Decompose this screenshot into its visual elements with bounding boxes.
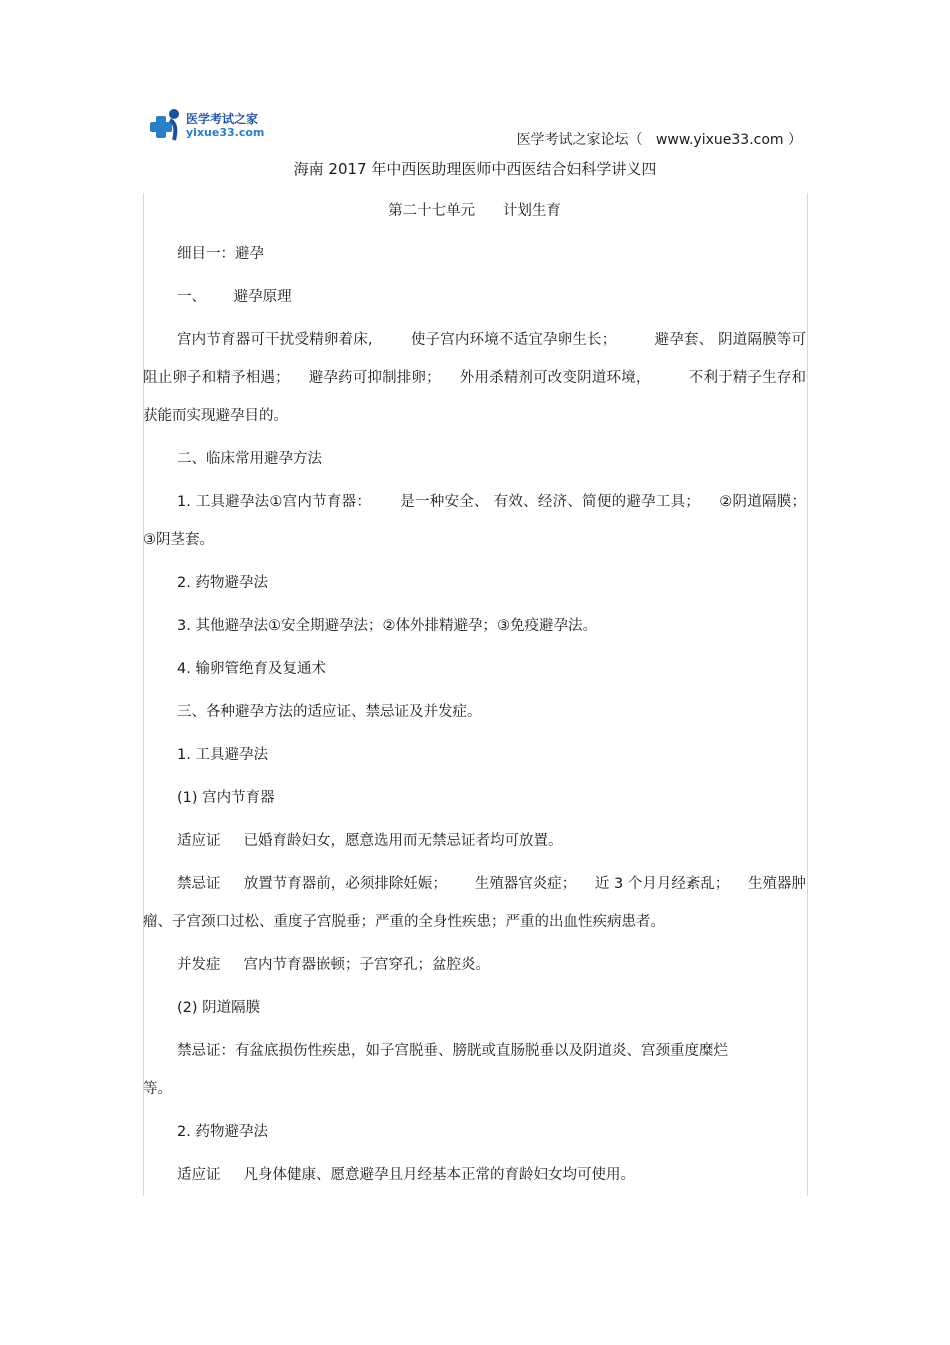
paragraph: 禁忌证 放置节育器前，必须排除妊娠； 生殖器官炎症； 近 3 个月月经紊乱； 生殖器肿瘤、子宫颈口过松、重度子宫脱垂；严重的全身性疾患；严重的出血性疾病患者。 <box>143 876 806 930</box>
forum-header: 医学考试之家论坛（ www.yixue33.com ） <box>516 132 802 148</box>
paragraph: 4. 输卵管绝育及复通术 <box>177 661 326 677</box>
paragraph: 细目一：避孕 <box>177 246 264 262</box>
paragraph: 适应证 已婚育龄妇女，愿意选用而无禁忌证者均可放置。 <box>177 833 563 849</box>
unit-title: 第二十七单元 计划生育 <box>388 203 561 219</box>
paragraph: (1) 宫内节育器 <box>177 790 275 806</box>
logo-cn-text: 医学考试之家 <box>186 112 259 126</box>
paragraph: 三、各种避孕方法的适应证、禁忌证及并发症。 <box>177 704 482 720</box>
document-title: 海南 2017 年中西医助理医师中西医结合妇科学讲义四 <box>293 160 657 178</box>
paragraph: 1. 工具避孕法①宫内节育器： 是一种安全、 有效、经济、简便的避孕工具； ②阴道隔膜；③阴茎套。 <box>143 494 806 548</box>
paragraph: (2) 阴道隔膜 <box>177 1000 261 1016</box>
paragraph: 禁忌证：有盆底损伤性疾患，如子宫脱垂、膀胱或直肠脱垂以及阴道炎、宫颈重度糜烂 <box>177 1043 728 1059</box>
paragraph: 2. 药物避孕法 <box>177 1124 268 1140</box>
paragraph: 3. 其他避孕法①安全期避孕法；②体外排精避孕；③免疫避孕法。 <box>177 618 597 634</box>
logo-en-text: yixue33.com <box>186 126 265 139</box>
paragraph: 2. 药物避孕法 <box>177 575 268 591</box>
paragraph: 一、 避孕原理 <box>177 289 292 305</box>
content-body <box>143 193 806 1194</box>
paragraph: 1. 工具避孕法 <box>177 747 268 763</box>
paragraph: 二、临床常用避孕方法 <box>177 451 322 467</box>
paragraph: 并发症 宫内节育器嵌顿；子宫穿孔；盆腔炎。 <box>177 957 491 973</box>
paragraph: 宫内节育器可干扰受精卵着床, 使子宫内环境不适宜孕卵生长； 避孕套、 阴道隔膜等可阻止卵子和精予相遇； 避孕药可抑制排卵； 外用杀精剂可改变阴道环境， 不利于精子生存和获能而实现避孕目的。 <box>143 332 806 424</box>
paragraph: 适应证 凡身体健康、愿意避孕且月经基本正常的育龄妇女均可使用。 <box>177 1167 636 1183</box>
paragraph: 等。 <box>143 1081 172 1097</box>
